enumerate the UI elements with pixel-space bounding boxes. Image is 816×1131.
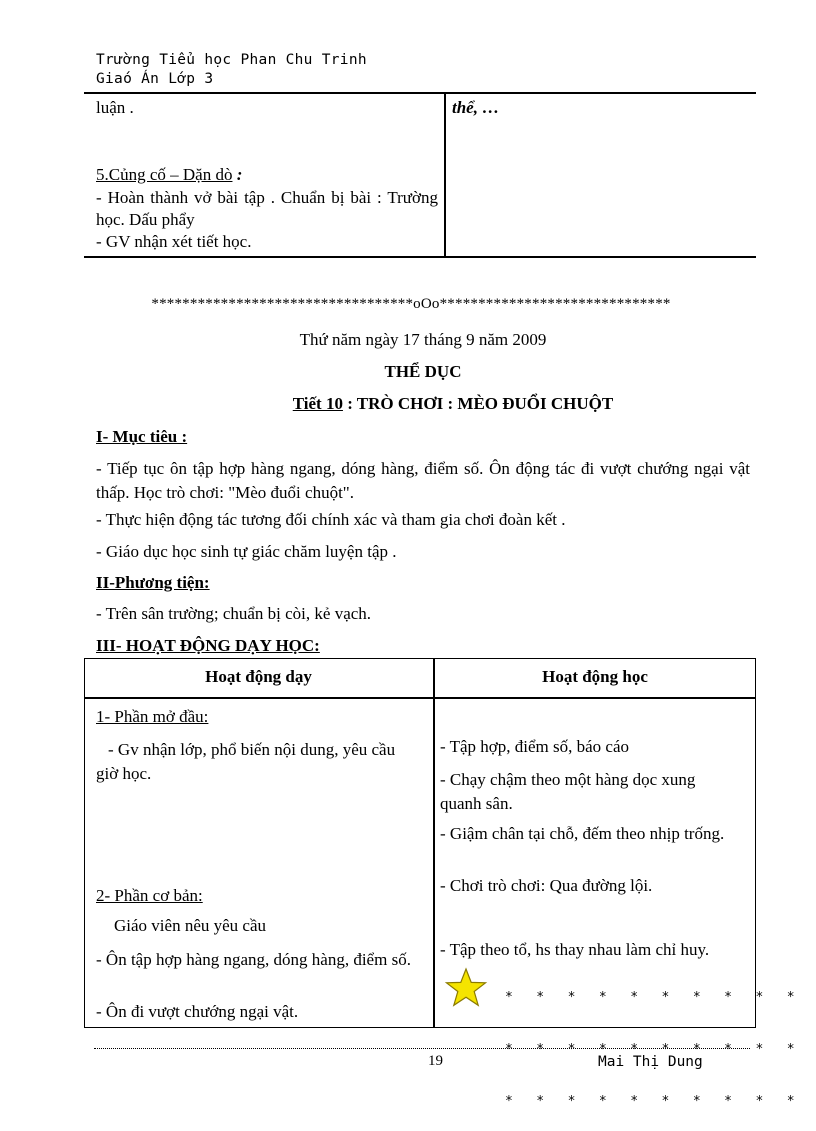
section3-title: III- HOẠT ĐỘNG DẠY HỌC:: [96, 636, 320, 655]
school-name: Trường Tiểu học Phan Chu Trinh: [96, 52, 367, 68]
right-r4: - Chơi trò chơi: Qua đường lội.: [440, 876, 653, 895]
formation-row: * * * * * * * * * *: [505, 990, 795, 1005]
head-right: Hoạt động học: [542, 667, 648, 686]
lesson-title: [0, 394, 816, 414]
left-part2: 2- Phần cơ bản:: [96, 886, 203, 905]
separator: **********************************oOo******************************: [151, 296, 671, 312]
star-icon: [444, 967, 488, 1009]
left-part2-a: - Ôn tập hợp hàng ngang, dóng hàng, điểm số.: [96, 950, 411, 969]
top-left-luan: luận .: [96, 98, 134, 117]
left-part2-b: - Ôn đi vượt chướng ngại vật.: [96, 1002, 299, 1021]
formation-row: * * * * * * * * * *: [505, 1042, 795, 1057]
author-name: Mai Thị Dung: [598, 1054, 703, 1070]
subject-name: Giaó Án Lớp 3: [96, 71, 214, 87]
left-part1-text: - Gv nhận lớp, phổ biến nội dung, yêu cầu giờ học.: [96, 740, 396, 783]
right-r5: - Tập theo tổ, hs thay nhau làm chỉ huy.: [440, 940, 710, 959]
section2-p1: - Trên sân trường; chuẩn bị còi, kẻ vạch.: [96, 604, 372, 623]
left-part1: 1- Phần mở đầu:: [96, 707, 209, 726]
head-left: Hoạt động dạy: [205, 667, 312, 686]
section1-p1: - Tiếp tục ôn tập hợp hàng ngang, dóng hàng, điểm số. Ôn động tác đi vượt chướng ngại vật thấp. Học trò chơi: "Mèo đuổi chuột".: [96, 459, 750, 502]
page-number: 19: [428, 1053, 443, 1069]
left-part2-intro: Giáo viên nêu yêu cầu: [114, 916, 266, 935]
footer-rule: [94, 1048, 750, 1049]
activity-table-divider: [433, 659, 435, 1027]
formation-row: * * * * * * * * * *: [505, 1094, 795, 1109]
section1-p2: - Thực hiện động tác tương đối chính xác và tham gia chơi đoàn kết .: [96, 510, 566, 529]
top-table-divider: [444, 94, 446, 256]
lesson-label: Tiết 10: [292, 394, 343, 413]
section1-p3: - Giáo dục học sinh tự giác chăm luyện tập .: [96, 542, 397, 561]
right-r2: - Chạy chậm theo một hàng dọc xung quanh sân.: [440, 770, 696, 813]
right-r3: - Giậm chân tại chỗ, đếm theo nhịp trống.: [440, 824, 725, 843]
top-right-the: thể, …: [452, 98, 500, 117]
activity-table-head-rule: [85, 697, 755, 699]
right-r1: - Tập hợp, điểm số, báo cáo: [440, 737, 630, 756]
subject-title: THỂ DỤC: [384, 362, 462, 381]
section5-title-text: 5.Củng cố – Dặn dò: [96, 165, 233, 184]
section5-line2: - GV nhận xét tiết học.: [96, 232, 252, 251]
lesson-name: : TRÒ CHƠI : MÈO ĐUỔI CHUỘT: [342, 394, 614, 413]
section5-line1: - Hoàn thành vở bài tập . Chuẩn bị bài : Trường học. Dấu phẩy: [96, 188, 438, 229]
section5-colon: :: [232, 165, 243, 184]
section5-title: [96, 165, 242, 185]
formation-rows: [505, 960, 795, 1131]
section1-title: I- Mục tiêu :: [96, 427, 188, 446]
date-line: Thứ năm ngày 17 tháng 9 năm 2009: [299, 330, 547, 349]
section2-title: II-Phương tiện:: [96, 573, 210, 592]
